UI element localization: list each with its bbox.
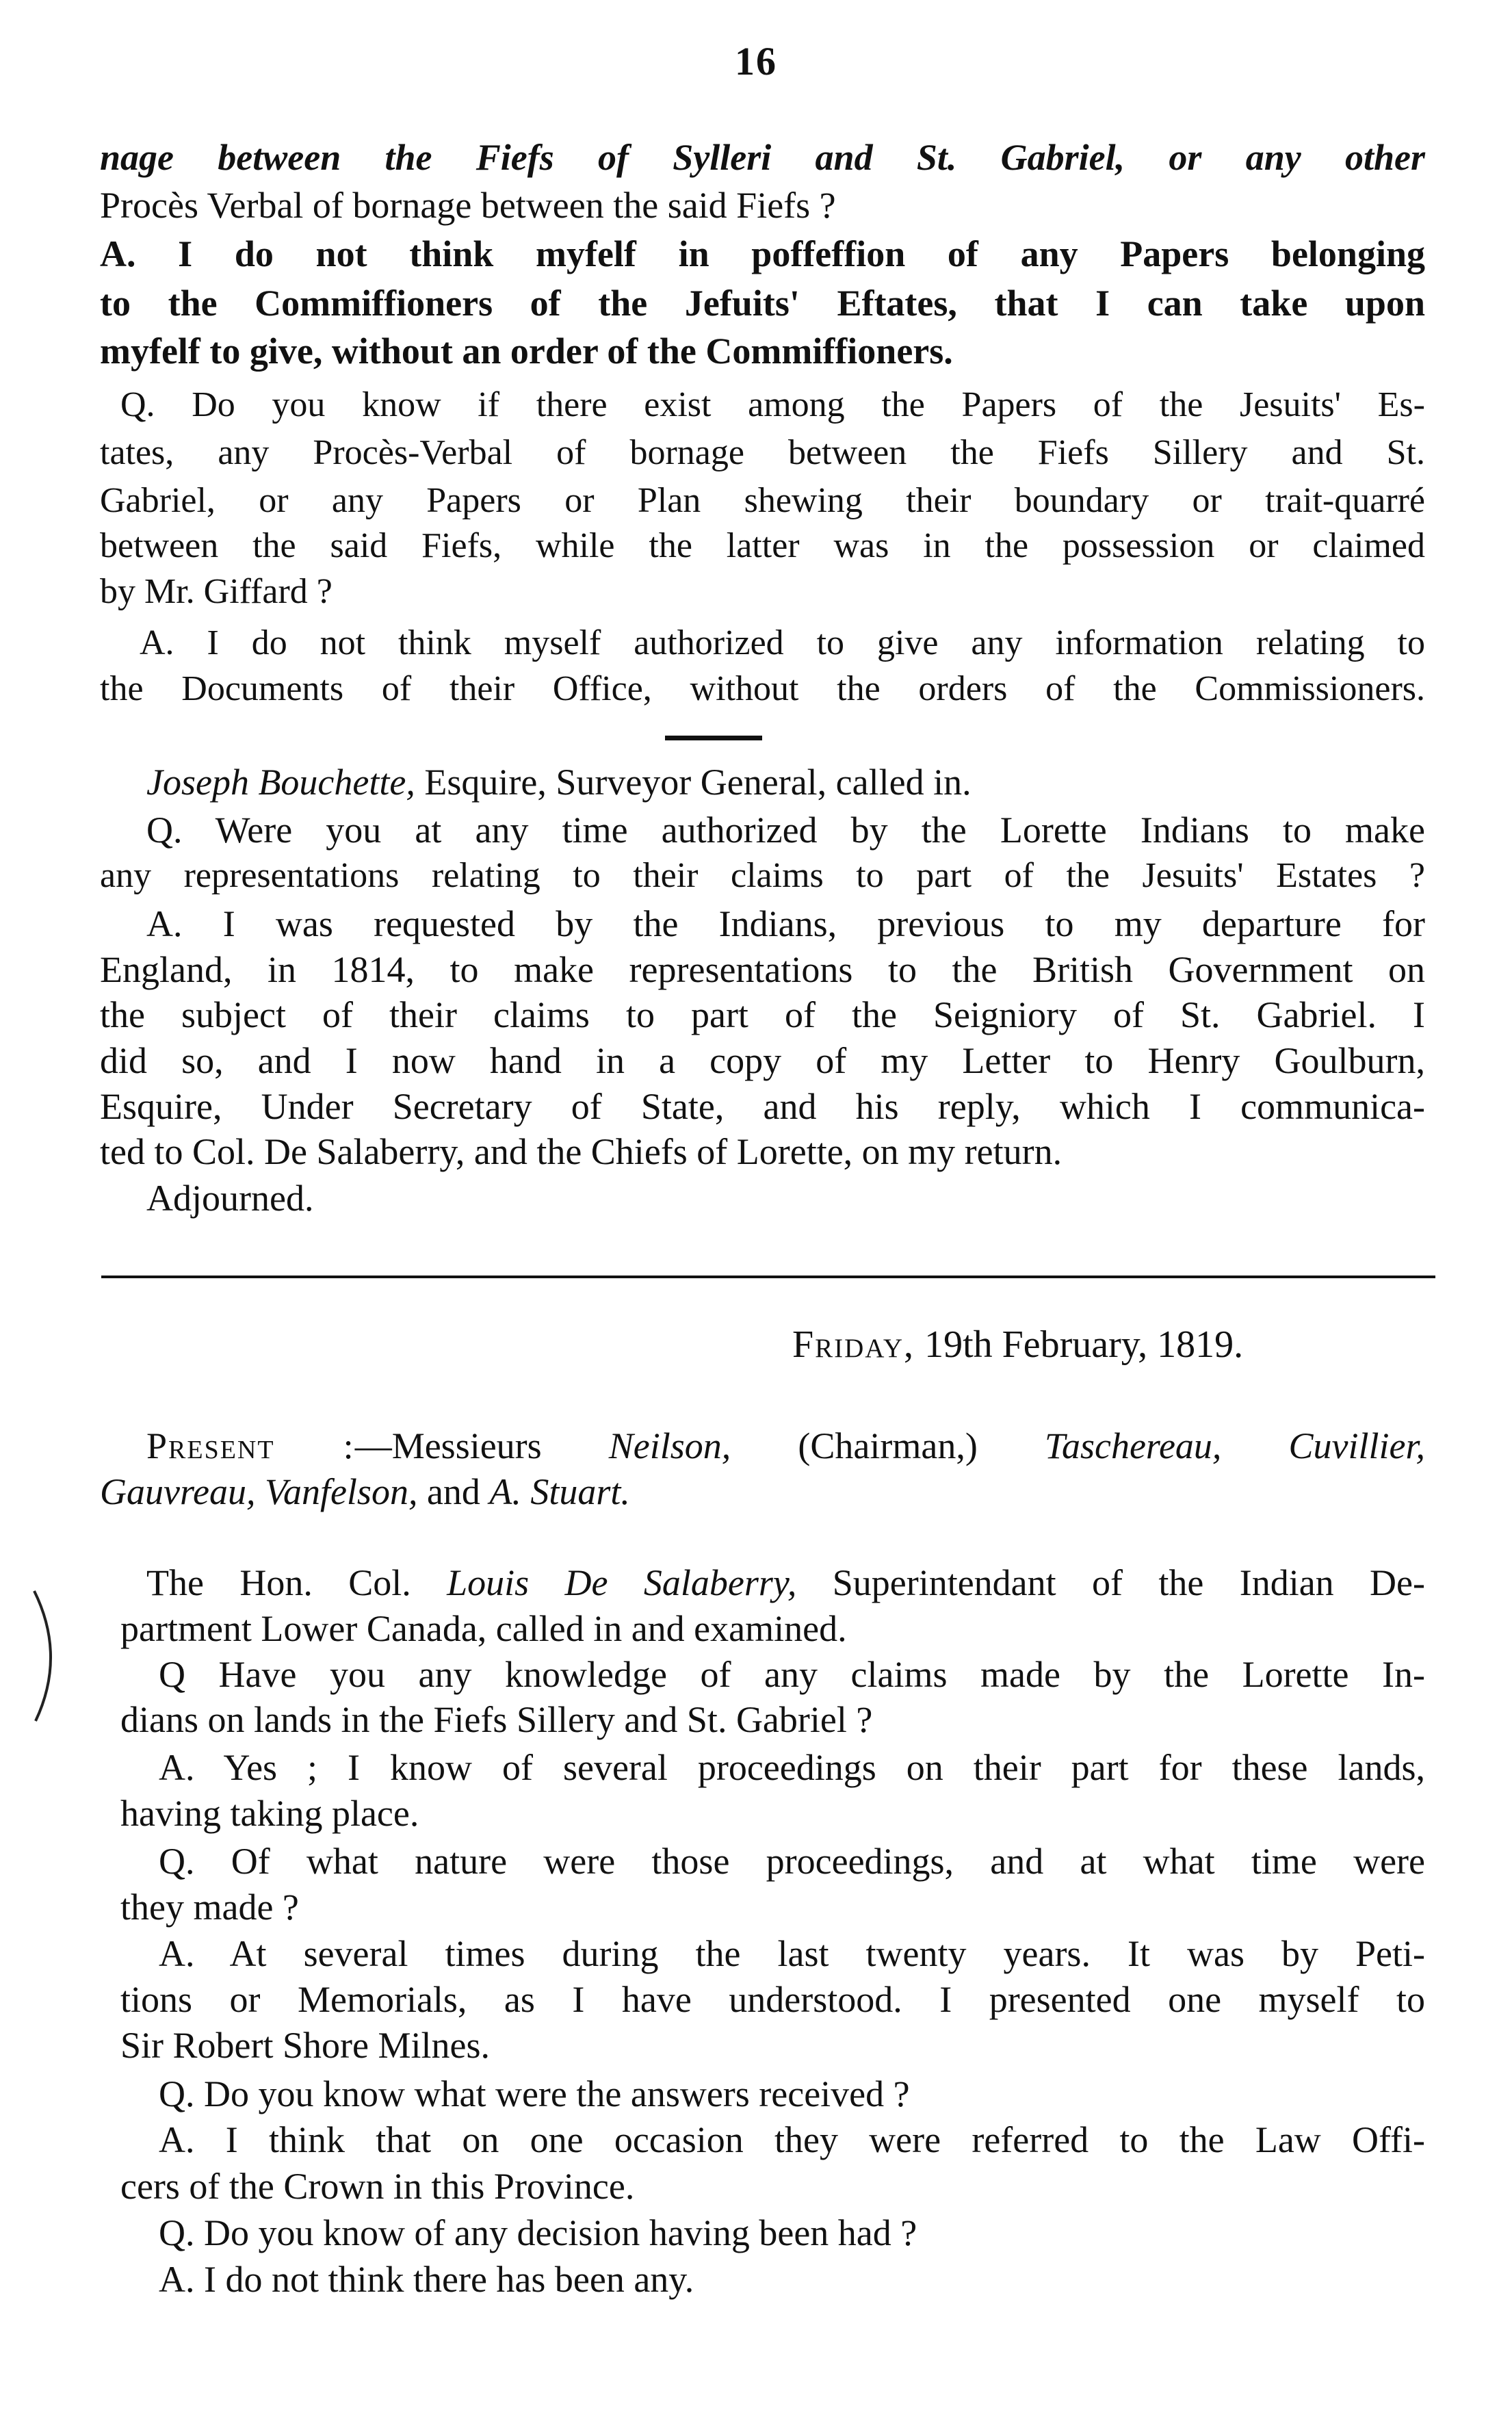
member-name: Taschereau, (1044, 1425, 1222, 1466)
present-line (100, 1468, 630, 1516)
question-line: Q. Do you know what were the answers received ? (159, 2073, 910, 2114)
question-line: Q. Were you at any time authorized by the Lorette Indians to make (146, 810, 1425, 851)
text-line: dians on lands in the Fiefs Sillery and St. Gabriel ? (120, 1699, 873, 1740)
text-line: having taking place. (120, 1793, 419, 1834)
margin-bracket-mark (29, 1588, 70, 1724)
answer-line: A. I do not think myself authorized to give any information relating to (140, 623, 1425, 662)
question-line: Q. Do you know if there exist among the Papers of the Jesuits' Es- (120, 385, 1425, 424)
page-number: 16 (735, 39, 777, 83)
member-name: Vanfelson, (264, 1471, 418, 1512)
answer-line: A. At several times during the last twenty years. It was by Peti- (159, 1933, 1425, 1974)
text-line: the subject of their claims to part of the Seigniory of St. Gabriel. I (100, 994, 1425, 1035)
witness-name: Joseph Bouchette, (146, 762, 415, 803)
text-line: myfelf to give, without an order of the Commiffioners. (100, 331, 953, 372)
answer-line: A. I was requested by the Indians, previous to my departure for (146, 903, 1425, 944)
adjourned-note: Adjourned. (146, 1178, 314, 1219)
text-line: did so, and I now hand in a copy of my Letter to Henry Goulburn, (100, 1040, 1425, 1081)
text-fragment: —Messieurs (354, 1425, 609, 1466)
answer-line: A. I do not think there has been any. (159, 2259, 694, 2300)
text-fragment: (Chairman,) (731, 1425, 1045, 1466)
text-line: tates, any Procès-Verbal of bornage between the Fiefs Sillery and St. (100, 433, 1425, 472)
text-line: Sir Robert Shore Milnes. (120, 2025, 490, 2066)
member-name: Gauvreau, (100, 1471, 256, 1512)
witness-intro (146, 1559, 1425, 1607)
answer-line: A. Yes ; I know of several proceedings on their part for these lands, (159, 1747, 1425, 1788)
witness-intro (146, 758, 972, 806)
question-line: Q. Of what nature were those proceedings, and at what time were (159, 1841, 1425, 1882)
text-line: cers of the Crown in this Province. (120, 2166, 635, 2207)
text-line: England, in 1814, to make representations to the British Government on (100, 949, 1425, 990)
text-line: between the said Fiefs, while the latter was in the possession or claimed (100, 526, 1425, 565)
text-line: Gabriel, or any Papers or Plan shewing their boundary or trait-quarré (100, 481, 1425, 520)
text-line: tions or Memorials, as I have understood. I presented one myself to (120, 1979, 1425, 2020)
text-fragment: and (417, 1471, 490, 1512)
text-line: any representations relating to their claims to part of the Jesuits' Estates ? (100, 856, 1425, 895)
text-line: the Documents of their Office, without the orders of the Commissioners. (100, 669, 1425, 708)
answer-line: A. I do not think myfelf in poffeffion of any Papers belonging (100, 233, 1425, 274)
text-fragment: Superintendant of the Indian De- (796, 1562, 1425, 1603)
question-line: Q Have you any knowledge of any claims made by the Lorette In- (159, 1654, 1425, 1695)
text-line: ted to Col. De Salaberry, and the Chiefs of Lorette, on my return. (100, 1131, 1063, 1172)
text-line: Procès Verbal of bornage between the said Fiefs ? (100, 185, 836, 226)
text-line: partment Lower Canada, called in and examined. (120, 1608, 847, 1649)
section-divider (665, 736, 762, 740)
witness-title: Esquire, Surveyor General, called in. (415, 762, 972, 803)
text-line: to the Commiffioners of the Jefuits' Eftates, that I can take upon (100, 283, 1425, 324)
text-line: by Mr. Giffard ? (100, 572, 333, 611)
member-name: A. Stuart. (489, 1471, 630, 1512)
member-name: Cuvillier, (1288, 1425, 1426, 1466)
text-line (100, 133, 1425, 181)
session-day: Friday, (792, 1323, 915, 1366)
member-name: Neilson, (608, 1425, 731, 1466)
session-date-text: 19th February, 1819. (915, 1323, 1244, 1366)
text-line: they made ? (120, 1887, 299, 1928)
session-divider (101, 1276, 1435, 1278)
present-label: Present : (146, 1425, 355, 1466)
answer-line: A. I think that on one occasion they were referred to the Law Offi- (159, 2119, 1425, 2160)
text-line: Esquire, Under Secretary of State, and his reply, which I communica- (100, 1086, 1425, 1127)
present-line (146, 1422, 1425, 1470)
question-line: Q. Do you know of any decision having been had ? (159, 2212, 917, 2253)
text-fragment: nage between the Fiefs of Sylleri and St. Gabriel, or any other (100, 137, 1425, 178)
session-date (792, 1321, 1243, 1369)
witness-name: Louis De Salaberry, (447, 1562, 797, 1603)
text-fragment: The Hon. Col. (146, 1562, 447, 1603)
